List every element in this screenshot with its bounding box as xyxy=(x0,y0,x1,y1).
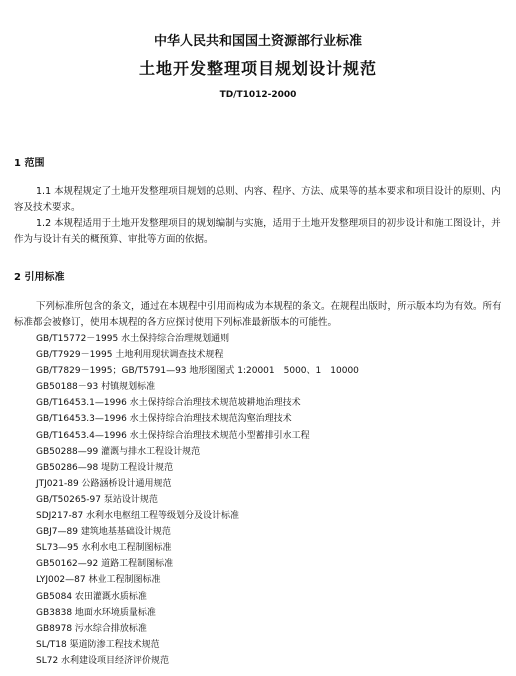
reference-item: GBJ7—89 建筑地基基础设计规范 xyxy=(36,527,171,538)
reference-item: GB50188－93 村镇规划标准 xyxy=(36,382,156,393)
reference-item: GB/T16453.1—1996 水土保持综合治理技术规范坡耕地治理技术 xyxy=(36,398,301,409)
reference-item: GB/T16453.3—1996 水土保持综合治理技术规范沟壑治理技术 xyxy=(36,414,292,425)
section-heading-scope: 1 范围 xyxy=(14,158,45,169)
reference-item: GB/T50265-97 泵站设计规范 xyxy=(36,494,158,505)
standard-code: TD/T1012-2000 xyxy=(219,90,297,100)
reference-item: SL73—95 水利水电工程制图标准 xyxy=(36,543,172,554)
document-title: 土地开发整理项目规划设计规范 xyxy=(138,59,377,78)
reference-item: GB/T7929－1995 土地利用现状调查技术规程 xyxy=(36,350,224,361)
reference-item: GB3838 地面水环境质量标准 xyxy=(36,607,156,618)
references-intro: 下列标准所包含的条文，通过在本规程中引用而构成为本规程的条文。在规程出版时，所示版本均为有效。所有标准都会被修订，使用本规程的各方应探讨使用下列标准最新版本的可能性。 xyxy=(14,301,502,328)
reference-item: GB/T15772－1995 水土保持综合治理规划通则 xyxy=(36,334,230,344)
reference-item: GB50286—98 堤防工程设计规范 xyxy=(36,462,174,473)
reference-item: SL72 水利建设项目经济评价规范 xyxy=(36,655,170,666)
reference-item: SDJ217-87 水利水电枢纽工程等级划分及设计标准 xyxy=(36,511,240,522)
scope-paragraph-2: 1.2 本规程适用于土地开发整理项目的规划编制与实施，适用于土地开发整理项目的初步设计和施工图设计，并作为与设计有关的概预算、审批等方面的依据。 xyxy=(14,218,501,245)
reference-list xyxy=(36,331,359,669)
reference-item: GB8978 污水综合排放标准 xyxy=(36,623,147,634)
section-heading-references: 2 引用标准 xyxy=(14,272,65,283)
reference-item: GB/T16453.4—1996 水土保持综合治理技术规范小型蓄排引水工程 xyxy=(36,430,310,441)
reference-item: GB5084 农田灌溉水质标准 xyxy=(36,591,147,602)
issuing-organization-title: 中华人民共和国国土资源部行业标准 xyxy=(153,34,362,49)
reference-item: JTJ021-89 公路涵桥设计通用规范 xyxy=(36,478,172,489)
reference-item: GB50288—99 灌溉与排水工程设计规范 xyxy=(36,446,201,457)
reference-item: GB/T7829－1995；GB/T5791—93 地形图图式 1:20001 5000、1 10000 xyxy=(36,366,359,377)
scope-paragraph-1: 1.1 本规程规定了土地开发整理项目规划的总则、内容、程序、方法、成果等的基本要求和项目设计的原则、内容及技术要求。 xyxy=(14,186,501,213)
reference-item: SL/T18 渠道防渗工程技术规范 xyxy=(36,639,160,650)
reference-item: GB50162—92 道路工程制图标准 xyxy=(36,559,174,570)
reference-item: LYJ002—87 林业工程制图标准 xyxy=(36,575,161,586)
